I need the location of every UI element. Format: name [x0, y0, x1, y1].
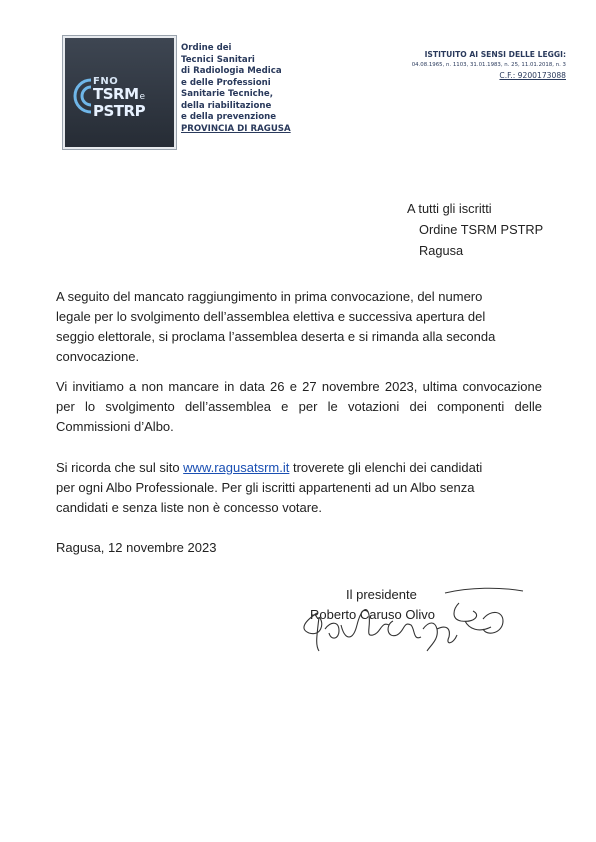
- recipient-line: Ordine TSRM PSTRP: [419, 222, 544, 237]
- org-line: della riabilitazione: [181, 100, 272, 111]
- recipient-line: Ragusa: [419, 243, 464, 258]
- paragraph-text: troverete gli elenchi dei candidati: [289, 460, 483, 475]
- org-line: Tecnici Sanitari: [181, 54, 255, 65]
- fiscal-code: C.F.: 9200173088: [499, 71, 566, 80]
- recipient-line: A tutti gli iscritti: [407, 201, 492, 216]
- paragraph-line: candidati e senza liste non è concesso votare.: [56, 500, 322, 515]
- logo-line1: [93, 85, 145, 103]
- organization-logo: [62, 35, 177, 150]
- paragraph-line: [56, 458, 542, 478]
- paragraph-line: per ogni Albo Professionale. Per gli iscritti appartenenti ad un Albo senza: [56, 480, 475, 495]
- org-line: Ordine dei: [181, 43, 232, 53]
- logo-tsrm-text: TSRM: [93, 85, 139, 103]
- paragraph-text: Si ricorda che sul sito: [56, 460, 184, 475]
- signer-name: Roberto Caruso Olivo: [310, 607, 435, 622]
- logo-pstrp-text: PSTRP: [93, 102, 146, 120]
- org-province: PROVINCIA DI RAGUSA: [181, 123, 291, 134]
- logo-arcs-icon: [73, 76, 95, 116]
- logo-fno-text: FNO: [93, 76, 119, 87]
- website-link[interactable]: www.ragusatsrm.it: [183, 460, 290, 475]
- institution-laws: 04.08.1965, n. 1103, 31.01.1983, n. 25, 11.01.2018, n. 3: [411, 62, 566, 68]
- paragraph-line: convocazione.: [56, 349, 140, 364]
- signer-title: Il presidente: [346, 587, 417, 602]
- org-line: di Radiologia Medica: [181, 66, 282, 76]
- paragraph-first: [56, 287, 542, 367]
- paragraph-line: A seguito del mancato raggiungimento in prima convocazione, del numero: [56, 289, 483, 304]
- paragraph-line: legale per lo svolgimento dell’assemblea elettiva e successiva apertura del: [56, 309, 486, 324]
- recipient-block: [407, 198, 543, 261]
- org-line: e delle Professioni: [181, 77, 271, 88]
- logo-e-text: e: [139, 92, 145, 102]
- date-line: Ragusa, 12 novembre 2023: [56, 540, 217, 555]
- institution-info: [412, 49, 566, 81]
- organization-name: [181, 43, 291, 135]
- institution-title: ISTITUITO AI SENSI DELLE LEGGI:: [424, 50, 566, 59]
- paragraph-third: [56, 458, 542, 518]
- org-line: e della prevenzione: [181, 112, 277, 122]
- handwritten-signature: [295, 585, 525, 657]
- paragraph-second: Vi invitiamo a non mancare in data 26 e 27 novembre 2023, ultima convocazione per lo svolgimento dell’assemblea e per le votazioni dei componenti delle Commissioni d’Albo.: [56, 379, 542, 434]
- paragraph-line: seggio elettorale, si proclama l’assemblea deserta e si rimanda alla seconda: [56, 329, 496, 344]
- org-line: Sanitarie Tecniche,: [181, 89, 273, 99]
